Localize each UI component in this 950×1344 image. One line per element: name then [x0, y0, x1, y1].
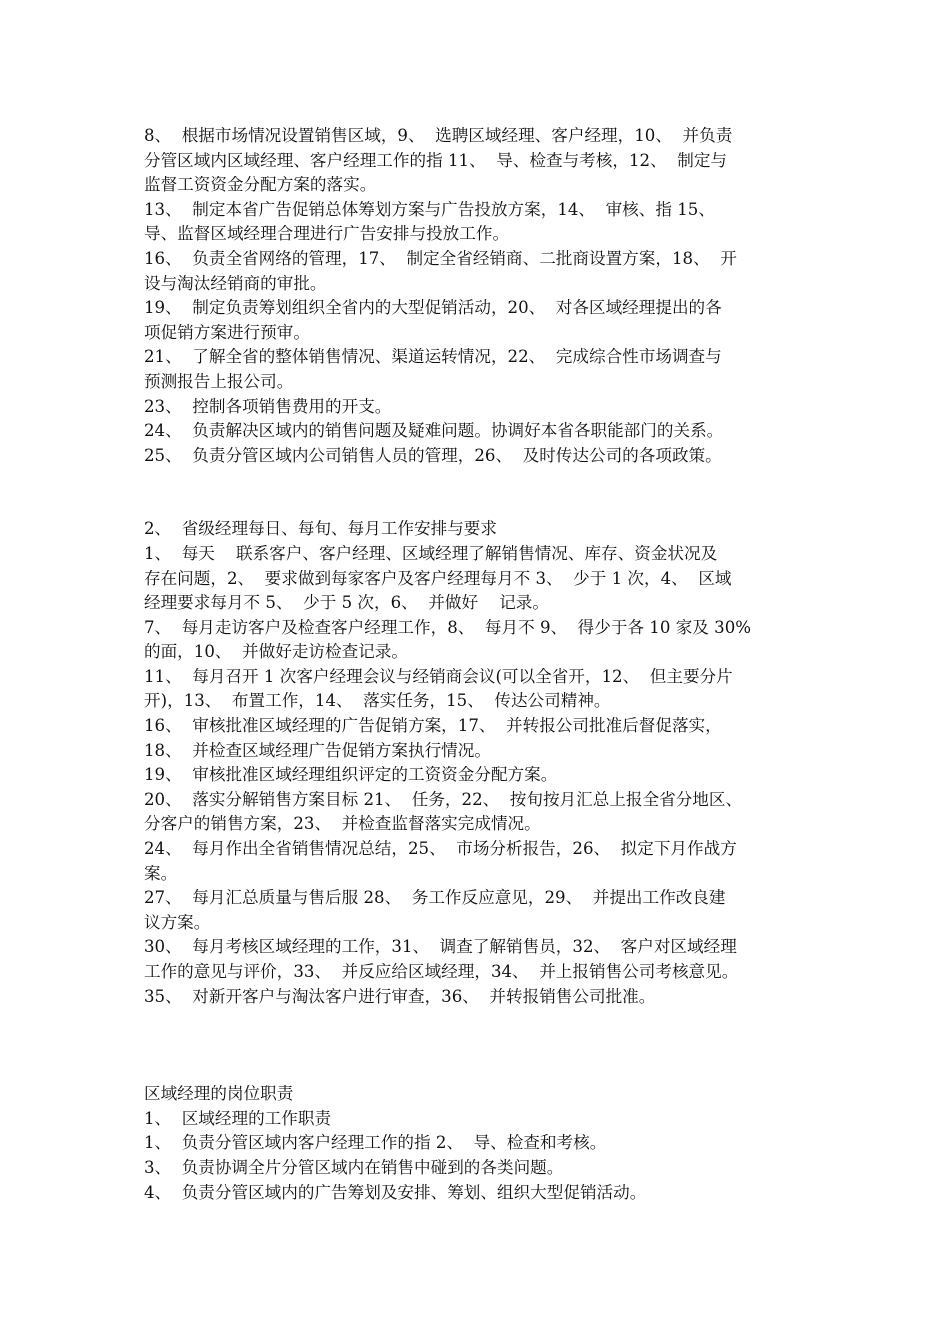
text-line: 24、 每月作出全省销售情况总结，25、 市场分析报告，26、 拟定下月作战方 [144, 839, 737, 859]
text-line: 分管区域内区域经理、客户经理工作的指 11、 导、检查与考核，12、 制定与 [144, 150, 728, 170]
text-line: 25、 负责分管区域内公司销售人员的管理，26、 及时传达公司的各项政策。 [144, 445, 722, 465]
spacer [144, 1009, 812, 1082]
text-line: 议方案。 [144, 912, 211, 932]
text-line: 2、 省级经理每日、每旬、每月工作安排与要求 [144, 519, 497, 539]
text-line: 4、 负责分管区域内的广告筹划及安排、筹划、组织大型促销活动。 [144, 1182, 647, 1202]
text-line: 项促销方案进行预审。 [144, 322, 310, 342]
text-line: 7、 每月走访客户及检查客户经理工作，8、 每月不 9、 得少于各 10 家及 30% [144, 617, 752, 637]
text-line: 13、 制定本省广告促销总体筹划方案与广告投放方案，14、 审核、指 15、 [144, 199, 715, 219]
text-line: 8、 根据市场情况设置销售区域，9、 选聘区域经理、客户经理，10、 并负责 [144, 126, 733, 145]
section-provincial-duties [144, 124, 812, 468]
text-line: 11、 每月召开 1 次客户经理会议与经销商会议(可以全省开，12、 但主要分片 [144, 666, 733, 686]
document-body [144, 124, 812, 1205]
text-line: 1、 区域经理的工作职责 [144, 1108, 332, 1128]
text-line: 20、 落实分解销售方案目标 21、 任务，22、 按旬按月汇总上报全省分地区、 [144, 789, 743, 809]
text-line: 开)，13、 布置工作，14、 落实任务，15、 传达公司精神。 [144, 691, 611, 711]
section-regional-duties [144, 1082, 812, 1205]
text-line: 16、 负责全省网络的管理，17、 制定全省经销商、二批商设置方案，18、 开 [144, 248, 737, 268]
text-line: 18、 并检查区域经理广告促销方案执行情况。 [144, 740, 491, 760]
text-line: 30、 每月考核区域经理的工作，31、 调查了解销售员，32、 客户对区域经理 [144, 937, 737, 957]
text-line: 19、 审核批准区域经理组织评定的工资资金分配方案。 [144, 765, 558, 785]
text-line: 预测报告上报公司。 [144, 371, 294, 391]
text-line: 3、 负责协调全片分管区域内在销售中碰到的各类问题。 [144, 1157, 564, 1177]
text-line: 24、 负责解决区域内的销售问题及疑难问题。协调好本省各职能部门的关系。 [144, 421, 724, 441]
text-line: 导、监督区域经理合理进行广告安排与投放工作。 [144, 224, 510, 244]
text-line: 21、 了解全省的整体销售情况、渠道运转情况，22、 完成综合性市场调查与 [144, 347, 722, 367]
text-line: 工作的意见与评价，33、 并反应给区域经理，34、 并上报销售公司考核意见。 [144, 962, 739, 981]
text-line: 的面，10、 并做好走访检查记录。 [144, 642, 408, 662]
text-line: 案。 [144, 863, 178, 883]
text-line: 1、 负责分管区域内客户经理工作的指 2、 导、检查和考核。 [144, 1133, 607, 1153]
text-line: 16、 审核批准区域经理的广告促销方案，17、 并转报公司批准后督促落实， [144, 716, 722, 736]
text-line: 存在问题，2、 要求做到每家客户及客户经理每月不 3、 少于 1 次，4、 区域 [144, 568, 732, 588]
text-line: 分客户的销售方案，23、 并检查监督落实完成情况。 [144, 814, 541, 834]
text-line: 设与淘汰经销商的审批。 [144, 273, 327, 293]
text-line: 区域经理的岗位职责 [144, 1084, 294, 1104]
text-line: 经理要求每月不 5、 少于 5 次，6、 并做好 记录。 [144, 593, 549, 613]
spacer [144, 468, 812, 517]
text-line: 1、 每天 联系客户、客户经理、区域经理了解销售情况、库存、资金状况及 [144, 543, 718, 563]
text-line: 监督工资资金分配方案的落实。 [144, 175, 377, 195]
text-line: 35、 对新开客户与淘汰客户进行审查，36、 并转报销售公司批准。 [144, 986, 656, 1006]
text-line: 23、 控制各项销售费用的开支。 [144, 396, 392, 416]
text-line: 27、 每月汇总质量与售后服 28、 务工作反应意见，29、 并提出工作改良建 [144, 888, 726, 908]
section-provincial-schedule [144, 517, 812, 1009]
text-line: 19、 制定负责筹划组织全省内的大型促销活动，20、 对各区域经理提出的各 [144, 298, 722, 318]
